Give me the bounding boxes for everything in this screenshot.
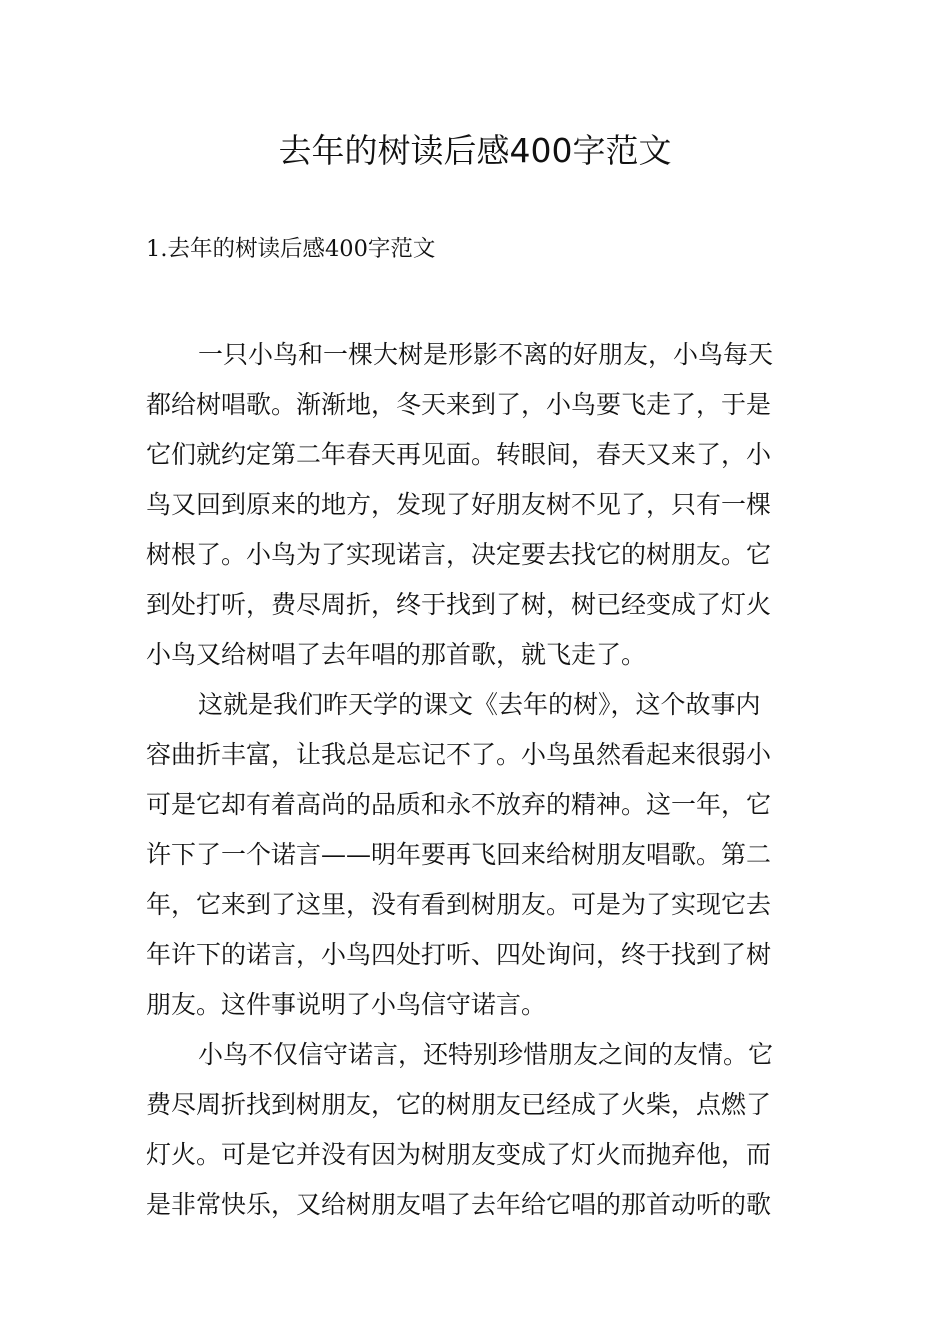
text-line: 是非常快乐，又给树朋友唱了去年给它唱的那首动听的歌	[146, 1190, 772, 1219]
text-line: 朋友。这件事说明了小鸟信守诺言。	[146, 990, 547, 1019]
document-title: 去年的树读后感400字范文	[278, 131, 672, 170]
text-line: 年，它来到了这里，没有看到树朋友。可是为了实现它去	[146, 890, 772, 919]
section-heading: 1.去年的树读后感400字范文	[146, 236, 436, 262]
text-line: 鸟又回到原来的地方，发现了好朋友树不见了，只有一棵	[146, 490, 772, 519]
text-line: 可是它却有着高尚的品质和永不放弃的精神。这一年，它	[146, 790, 772, 819]
paragraph-3	[146, 1030, 810, 1230]
text-line: 树根了。小鸟为了实现诺言，决定要去找它的树朋友。它	[146, 540, 772, 569]
text-line: 一只小鸟和一棵大树是形影不离的好朋友，小鸟每天	[198, 340, 774, 369]
paragraph-2	[146, 680, 810, 1030]
text-line: 许下了一个诺言——明年要再飞回来给树朋友唱歌。第二	[146, 840, 772, 869]
text-line: 都给树唱歌。渐渐地，冬天来到了，小鸟要飞走了，于是	[146, 390, 772, 419]
text-line: 小鸟不仅信守诺言，还特别珍惜朋友之间的友情。它	[198, 1040, 774, 1069]
text-line: 容曲折丰富，让我总是忘记不了。小鸟虽然看起来很弱小	[146, 740, 772, 769]
text-line: 到处打听，费尽周折，终于找到了树，树已经变成了灯火	[146, 590, 772, 619]
body-text	[146, 330, 810, 1230]
text-line: 这就是我们昨天学的课文《去年的树》，这个故事内	[198, 690, 761, 719]
text-line: 它们就约定第二年春天再见面。转眼间，春天又来了，小	[146, 440, 772, 469]
paragraph-1	[146, 330, 810, 680]
text-line: 费尽周折找到树朋友，它的树朋友已经成了火柴，点燃了	[146, 1090, 772, 1119]
text-line: 灯火。可是它并没有因为树朋友变成了灯火而抛弃他，而	[146, 1140, 772, 1169]
text-line: 年许下的诺言，小鸟四处打听、四处询问，终于找到了树	[146, 940, 772, 969]
text-line: 小鸟又给树唱了去年唱的那首歌，就飞走了。	[146, 640, 647, 669]
